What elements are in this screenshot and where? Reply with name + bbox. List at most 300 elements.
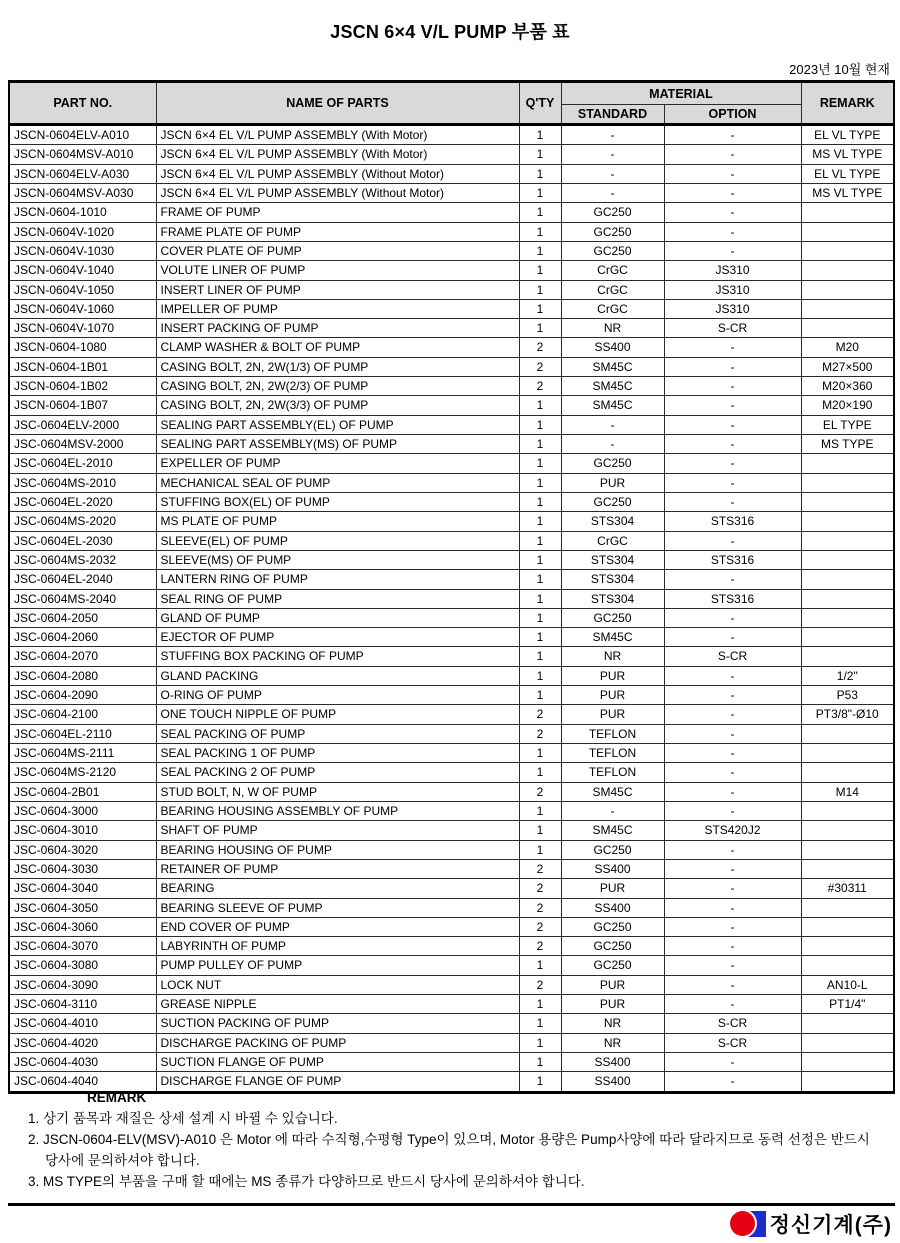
qty-cell: 1 (519, 512, 561, 531)
option-cell: - (664, 744, 801, 763)
table-row (9, 241, 894, 260)
table-row (9, 686, 894, 705)
qty-cell: 1 (519, 995, 561, 1014)
part-no-cell: JSC-0604-2050 (9, 608, 156, 627)
name-cell: CLAMP WASHER & BOLT OF PUMP (156, 338, 519, 357)
name-cell: COVER PLATE OF PUMP (156, 241, 519, 260)
remark-cell (801, 241, 894, 260)
table-row (9, 1053, 894, 1072)
name-cell: END COVER OF PUMP (156, 917, 519, 936)
name-cell: STUD BOLT, N, W OF PUMP (156, 782, 519, 801)
table-header (9, 82, 894, 125)
name-cell: INSERT PACKING OF PUMP (156, 319, 519, 338)
standard-cell: CrGC (561, 531, 664, 550)
table-row (9, 763, 894, 782)
remark-cell: PT3/8"-Ø10 (801, 705, 894, 724)
table-row (9, 550, 894, 569)
part-no-cell: JSC-0604MS-2032 (9, 550, 156, 569)
standard-cell: PUR (561, 975, 664, 994)
part-no-cell: JSCN-0604V-1050 (9, 280, 156, 299)
name-cell: STUFFING BOX PACKING OF PUMP (156, 647, 519, 666)
qty-cell: 1 (519, 531, 561, 550)
option-cell: - (664, 125, 801, 145)
part-no-cell: JSCN-0604V-1070 (9, 319, 156, 338)
remark-label: REMARK (87, 1090, 147, 1105)
option-cell: - (664, 956, 801, 975)
qty-cell: 1 (519, 1072, 561, 1092)
option-cell: - (664, 183, 801, 202)
name-cell: SUCTION PACKING OF PUMP (156, 1014, 519, 1033)
option-cell: - (664, 357, 801, 376)
remark-cell: M14 (801, 782, 894, 801)
option-cell: - (664, 377, 801, 396)
part-no-cell: JSC-0604EL-2040 (9, 570, 156, 589)
name-cell: ONE TOUCH NIPPLE OF PUMP (156, 705, 519, 724)
table-row (9, 183, 894, 202)
table-row (9, 744, 894, 763)
standard-cell: SS400 (561, 1053, 664, 1072)
qty-cell: 2 (519, 705, 561, 724)
name-cell: SEALING PART ASSEMBLY(EL) OF PUMP (156, 415, 519, 434)
option-cell: - (664, 859, 801, 878)
table-row (9, 415, 894, 434)
table-row (9, 473, 894, 492)
table-row (9, 222, 894, 241)
table-row (9, 512, 894, 531)
name-cell: BEARING (156, 879, 519, 898)
header-qty: Q'TY (519, 82, 561, 125)
standard-cell: SM45C (561, 628, 664, 647)
qty-cell: 1 (519, 492, 561, 511)
option-cell: S-CR (664, 1014, 801, 1033)
name-cell: STUFFING BOX(EL) OF PUMP (156, 492, 519, 511)
remark-cell (801, 937, 894, 956)
name-cell: JSCN 6×4 EL V/L PUMP ASSEMBLY (With Motor) (156, 145, 519, 164)
option-cell: - (664, 164, 801, 183)
name-cell: SEAL PACKING 2 OF PUMP (156, 763, 519, 782)
part-no-cell: JSC-0604ELV-2000 (9, 415, 156, 434)
standard-cell: PUR (561, 686, 664, 705)
qty-cell: 2 (519, 724, 561, 743)
company-name: 정신기계(주) (769, 1214, 892, 1237)
remark-cell (801, 647, 894, 666)
header-option: OPTION (664, 105, 801, 125)
name-cell: SEAL RING OF PUMP (156, 589, 519, 608)
name-cell: MS PLATE OF PUMP (156, 512, 519, 531)
remark-cell: AN10-L (801, 975, 894, 994)
option-cell: - (664, 415, 801, 434)
company-logo-icon (728, 1209, 766, 1239)
standard-cell: GC250 (561, 492, 664, 511)
part-no-cell: JSCN-0604MSV-A030 (9, 183, 156, 202)
standard-cell: - (561, 145, 664, 164)
remark-cell (801, 956, 894, 975)
qty-cell: 1 (519, 589, 561, 608)
part-no-cell: JSCN-0604ELV-A010 (9, 125, 156, 145)
table-row (9, 531, 894, 550)
name-cell: LANTERN RING OF PUMP (156, 570, 519, 589)
name-cell: SHAFT OF PUMP (156, 821, 519, 840)
remark-cell (801, 1014, 894, 1033)
standard-cell: CrGC (561, 280, 664, 299)
option-cell: S-CR (664, 319, 801, 338)
remark-cell (801, 454, 894, 473)
option-cell: STS316 (664, 589, 801, 608)
qty-cell: 1 (519, 686, 561, 705)
qty-cell: 1 (519, 145, 561, 164)
remark-item: 2. JSCN-0604-ELV(MSV)-A010 은 Motor 에 따라 수직형,수평형 Type이 있으며, Motor 용량은 Pump사양에 따라 달라지므로 동력 선정은 반드시 당사에 문의하셔야 합니다. (28, 1132, 870, 1168)
qty-cell: 1 (519, 183, 561, 202)
name-cell: IMPELLER OF PUMP (156, 299, 519, 318)
option-cell: - (664, 203, 801, 222)
name-cell: INSERT LINER OF PUMP (156, 280, 519, 299)
table-row (9, 125, 894, 145)
standard-cell: STS304 (561, 512, 664, 531)
remark-cell: 1/2" (801, 666, 894, 685)
remark-cell: M20×190 (801, 396, 894, 415)
remark-cell: #30311 (801, 879, 894, 898)
logo-red-circle (730, 1211, 755, 1236)
footer-divider (8, 1203, 895, 1206)
standard-cell: SM45C (561, 782, 664, 801)
qty-cell: 1 (519, 956, 561, 975)
table-row (9, 628, 894, 647)
name-cell: SEAL PACKING OF PUMP (156, 724, 519, 743)
option-cell: - (664, 338, 801, 357)
qty-cell: 2 (519, 898, 561, 917)
remark-cell (801, 821, 894, 840)
name-cell: CASING BOLT, 2N, 2W(3/3) OF PUMP (156, 396, 519, 415)
part-no-cell: JSC-0604-3070 (9, 937, 156, 956)
qty-cell: 2 (519, 338, 561, 357)
qty-cell: 1 (519, 840, 561, 859)
table-row (9, 319, 894, 338)
table-row (9, 859, 894, 878)
option-cell: - (664, 222, 801, 241)
header-part-no: PART NO. (9, 82, 156, 125)
part-no-cell: JSC-0604-3080 (9, 956, 156, 975)
table-row (9, 203, 894, 222)
remark-cell (801, 608, 894, 627)
header-name-of-parts: NAME OF PARTS (156, 82, 519, 125)
remark-cell: MS VL TYPE (801, 145, 894, 164)
remark-cell (801, 801, 894, 820)
part-no-cell: JSC-0604MS-2020 (9, 512, 156, 531)
name-cell: LABYRINTH OF PUMP (156, 937, 519, 956)
option-cell: - (664, 492, 801, 511)
option-cell: JS310 (664, 299, 801, 318)
remark-cell: PT1/4" (801, 995, 894, 1014)
qty-cell: 1 (519, 550, 561, 569)
name-cell: EJECTOR OF PUMP (156, 628, 519, 647)
standard-cell: GC250 (561, 454, 664, 473)
remark-cell: EL VL TYPE (801, 164, 894, 183)
standard-cell: - (561, 415, 664, 434)
standard-cell: SS400 (561, 338, 664, 357)
standard-cell: STS304 (561, 589, 664, 608)
name-cell: GLAND PACKING (156, 666, 519, 685)
standard-cell: GC250 (561, 937, 664, 956)
standard-cell: STS304 (561, 570, 664, 589)
part-no-cell: JSCN-0604-1080 (9, 338, 156, 357)
table-row (9, 338, 894, 357)
standard-cell: - (561, 435, 664, 454)
table-row (9, 145, 894, 164)
qty-cell: 1 (519, 570, 561, 589)
qty-cell: 1 (519, 763, 561, 782)
name-cell: JSCN 6×4 EL V/L PUMP ASSEMBLY (Without Motor) (156, 164, 519, 183)
part-no-cell: JSC-0604-2060 (9, 628, 156, 647)
qty-cell: 1 (519, 608, 561, 627)
table-row (9, 995, 894, 1014)
remark-cell (801, 898, 894, 917)
part-no-cell: JSCN-0604MSV-A010 (9, 145, 156, 164)
part-no-cell: JSC-0604-3010 (9, 821, 156, 840)
table-row (9, 299, 894, 318)
remark-cell: MS TYPE (801, 435, 894, 454)
standard-cell: - (561, 183, 664, 202)
remark-cell (801, 512, 894, 531)
name-cell: CASING BOLT, 2N, 2W(1/3) OF PUMP (156, 357, 519, 376)
part-no-cell: JSC-0604-4040 (9, 1072, 156, 1092)
remark-cell (801, 589, 894, 608)
remark-cell (801, 763, 894, 782)
standard-cell: SM45C (561, 821, 664, 840)
qty-cell: 1 (519, 261, 561, 280)
option-cell: STS316 (664, 550, 801, 569)
option-cell: - (664, 975, 801, 994)
remark-cell (801, 531, 894, 550)
standard-cell: CrGC (561, 299, 664, 318)
qty-cell: 1 (519, 222, 561, 241)
option-cell: - (664, 570, 801, 589)
page-title: JSCN 6×4 V/L PUMP 부품 표 (330, 22, 570, 42)
part-no-cell: JSC-0604-2080 (9, 666, 156, 685)
name-cell: BEARING HOUSING ASSEMBLY OF PUMP (156, 801, 519, 820)
remark-cell (801, 724, 894, 743)
remark-section (0, 1090, 880, 1192)
qty-cell: 2 (519, 975, 561, 994)
name-cell: VOLUTE LINER OF PUMP (156, 261, 519, 280)
qty-cell: 1 (519, 435, 561, 454)
part-no-cell: JSC-0604-3060 (9, 917, 156, 936)
part-no-cell: JSCN-0604V-1030 (9, 241, 156, 260)
remark-cell: M20×360 (801, 377, 894, 396)
qty-cell: 1 (519, 396, 561, 415)
part-no-cell: JSC-0604MSV-2000 (9, 435, 156, 454)
standard-cell: NR (561, 1033, 664, 1052)
name-cell: FRAME PLATE OF PUMP (156, 222, 519, 241)
standard-cell: CrGC (561, 261, 664, 280)
option-cell: - (664, 628, 801, 647)
option-cell: - (664, 473, 801, 492)
part-no-cell: JSC-0604-2100 (9, 705, 156, 724)
part-no-cell: JSC-0604-3090 (9, 975, 156, 994)
option-cell: - (664, 396, 801, 415)
standard-cell: TEFLON (561, 763, 664, 782)
name-cell: FRAME OF PUMP (156, 203, 519, 222)
table-row (9, 724, 894, 743)
remark-cell (801, 550, 894, 569)
part-no-cell: JSC-0604EL-2020 (9, 492, 156, 511)
standard-cell: GC250 (561, 241, 664, 260)
name-cell: SLEEVE(EL) OF PUMP (156, 531, 519, 550)
name-cell: SUCTION FLANGE OF PUMP (156, 1053, 519, 1072)
table-row (9, 570, 894, 589)
standard-cell: NR (561, 647, 664, 666)
qty-cell: 1 (519, 1033, 561, 1052)
table-row (9, 377, 894, 396)
part-no-cell: JSC-0604MS-2010 (9, 473, 156, 492)
remark-cell (801, 203, 894, 222)
qty-cell: 1 (519, 319, 561, 338)
standard-cell: GC250 (561, 222, 664, 241)
part-no-cell: JSC-0604MS-2040 (9, 589, 156, 608)
standard-cell: GC250 (561, 917, 664, 936)
option-cell: - (664, 241, 801, 260)
option-cell: - (664, 801, 801, 820)
remark-cell (801, 917, 894, 936)
standard-cell: - (561, 801, 664, 820)
remark-cell (801, 744, 894, 763)
remark-cell (801, 1033, 894, 1052)
option-cell: JS310 (664, 261, 801, 280)
part-no-cell: JSCN-0604-1B01 (9, 357, 156, 376)
qty-cell: 2 (519, 917, 561, 936)
standard-cell: GC250 (561, 608, 664, 627)
remark-cell (801, 570, 894, 589)
option-cell: - (664, 531, 801, 550)
remark-cell (801, 299, 894, 318)
part-no-cell: JSC-0604-2070 (9, 647, 156, 666)
qty-cell: 1 (519, 454, 561, 473)
part-no-cell: JSC-0604-3040 (9, 879, 156, 898)
option-cell: JS310 (664, 280, 801, 299)
part-no-cell: JSCN-0604V-1040 (9, 261, 156, 280)
remark-cell (801, 222, 894, 241)
part-no-cell: JSCN-0604-1B07 (9, 396, 156, 415)
qty-cell: 1 (519, 241, 561, 260)
qty-cell: 1 (519, 280, 561, 299)
name-cell: EXPELLER OF PUMP (156, 454, 519, 473)
remark-notes (28, 1108, 873, 1192)
table-row (9, 589, 894, 608)
table-row (9, 782, 894, 801)
table-row (9, 879, 894, 898)
option-cell: STS316 (664, 512, 801, 531)
option-cell: - (664, 145, 801, 164)
remark-cell: EL VL TYPE (801, 125, 894, 145)
qty-cell: 1 (519, 164, 561, 183)
name-cell: GLAND OF PUMP (156, 608, 519, 627)
option-cell: - (664, 705, 801, 724)
standard-cell: SM45C (561, 377, 664, 396)
footer-brand (728, 1209, 892, 1239)
qty-cell: 2 (519, 357, 561, 376)
part-no-cell: JSC-0604MS-2120 (9, 763, 156, 782)
qty-cell: 1 (519, 203, 561, 222)
name-cell: MECHANICAL SEAL OF PUMP (156, 473, 519, 492)
standard-cell: STS304 (561, 550, 664, 569)
standard-cell: TEFLON (561, 724, 664, 743)
remark-cell: P53 (801, 686, 894, 705)
table-row (9, 164, 894, 183)
option-cell: - (664, 840, 801, 859)
qty-cell: 2 (519, 879, 561, 898)
standard-cell: SS400 (561, 898, 664, 917)
part-no-cell: JSC-0604-4010 (9, 1014, 156, 1033)
remark-cell: M27×500 (801, 357, 894, 376)
remark-item: 1. 상기 품목과 재질은 상세 설계 시 바뀔 수 있습니다. (28, 1111, 338, 1126)
qty-cell: 2 (519, 937, 561, 956)
table-row (9, 821, 894, 840)
remark-cell (801, 840, 894, 859)
qty-cell: 1 (519, 415, 561, 434)
header-remark: REMARK (801, 82, 894, 125)
option-cell: - (664, 917, 801, 936)
option-cell: S-CR (664, 1033, 801, 1052)
part-no-cell: JSC-0604EL-2110 (9, 724, 156, 743)
part-no-cell: JSC-0604-3020 (9, 840, 156, 859)
option-cell: - (664, 1053, 801, 1072)
name-cell: SEALING PART ASSEMBLY(MS) OF PUMP (156, 435, 519, 454)
qty-cell: 1 (519, 473, 561, 492)
table-row (9, 454, 894, 473)
table-row (9, 492, 894, 511)
qty-cell: 1 (519, 821, 561, 840)
part-no-cell: JSC-0604-4020 (9, 1033, 156, 1052)
option-cell: - (664, 995, 801, 1014)
option-cell: - (664, 937, 801, 956)
name-cell: LOCK NUT (156, 975, 519, 994)
part-no-cell: JSC-0604-3110 (9, 995, 156, 1014)
standard-cell: SM45C (561, 357, 664, 376)
standard-cell: PUR (561, 995, 664, 1014)
standard-cell: - (561, 125, 664, 145)
name-cell: JSCN 6×4 EL V/L PUMP ASSEMBLY (Without Motor) (156, 183, 519, 202)
qty-cell: 1 (519, 299, 561, 318)
option-cell: - (664, 763, 801, 782)
part-no-cell: JSC-0604EL-2030 (9, 531, 156, 550)
remark-cell: M20 (801, 338, 894, 357)
remark-cell: MS VL TYPE (801, 183, 894, 202)
part-no-cell: JSC-0604-4030 (9, 1053, 156, 1072)
part-no-cell: JSC-0604EL-2010 (9, 454, 156, 473)
option-cell: - (664, 782, 801, 801)
option-cell: - (664, 454, 801, 473)
name-cell: CASING BOLT, 2N, 2W(2/3) OF PUMP (156, 377, 519, 396)
table-row (9, 396, 894, 415)
remark-cell (801, 473, 894, 492)
name-cell: JSCN 6×4 EL V/L PUMP ASSEMBLY (With Motor) (156, 125, 519, 145)
name-cell: BEARING SLEEVE OF PUMP (156, 898, 519, 917)
option-cell: - (664, 879, 801, 898)
standard-cell: PUR (561, 705, 664, 724)
table-body (9, 125, 894, 1093)
part-no-cell: JSC-0604MS-2111 (9, 744, 156, 763)
qty-cell: 1 (519, 801, 561, 820)
table-row (9, 840, 894, 859)
remark-cell (801, 628, 894, 647)
option-cell: - (664, 1072, 801, 1092)
date-stamp: 2023년 10월 현재 (789, 62, 890, 77)
option-cell: - (664, 435, 801, 454)
qty-cell: 2 (519, 782, 561, 801)
qty-cell: 1 (519, 1014, 561, 1033)
part-no-cell: JSCN-0604V-1060 (9, 299, 156, 318)
name-cell: RETAINER OF PUMP (156, 859, 519, 878)
option-cell: - (664, 608, 801, 627)
